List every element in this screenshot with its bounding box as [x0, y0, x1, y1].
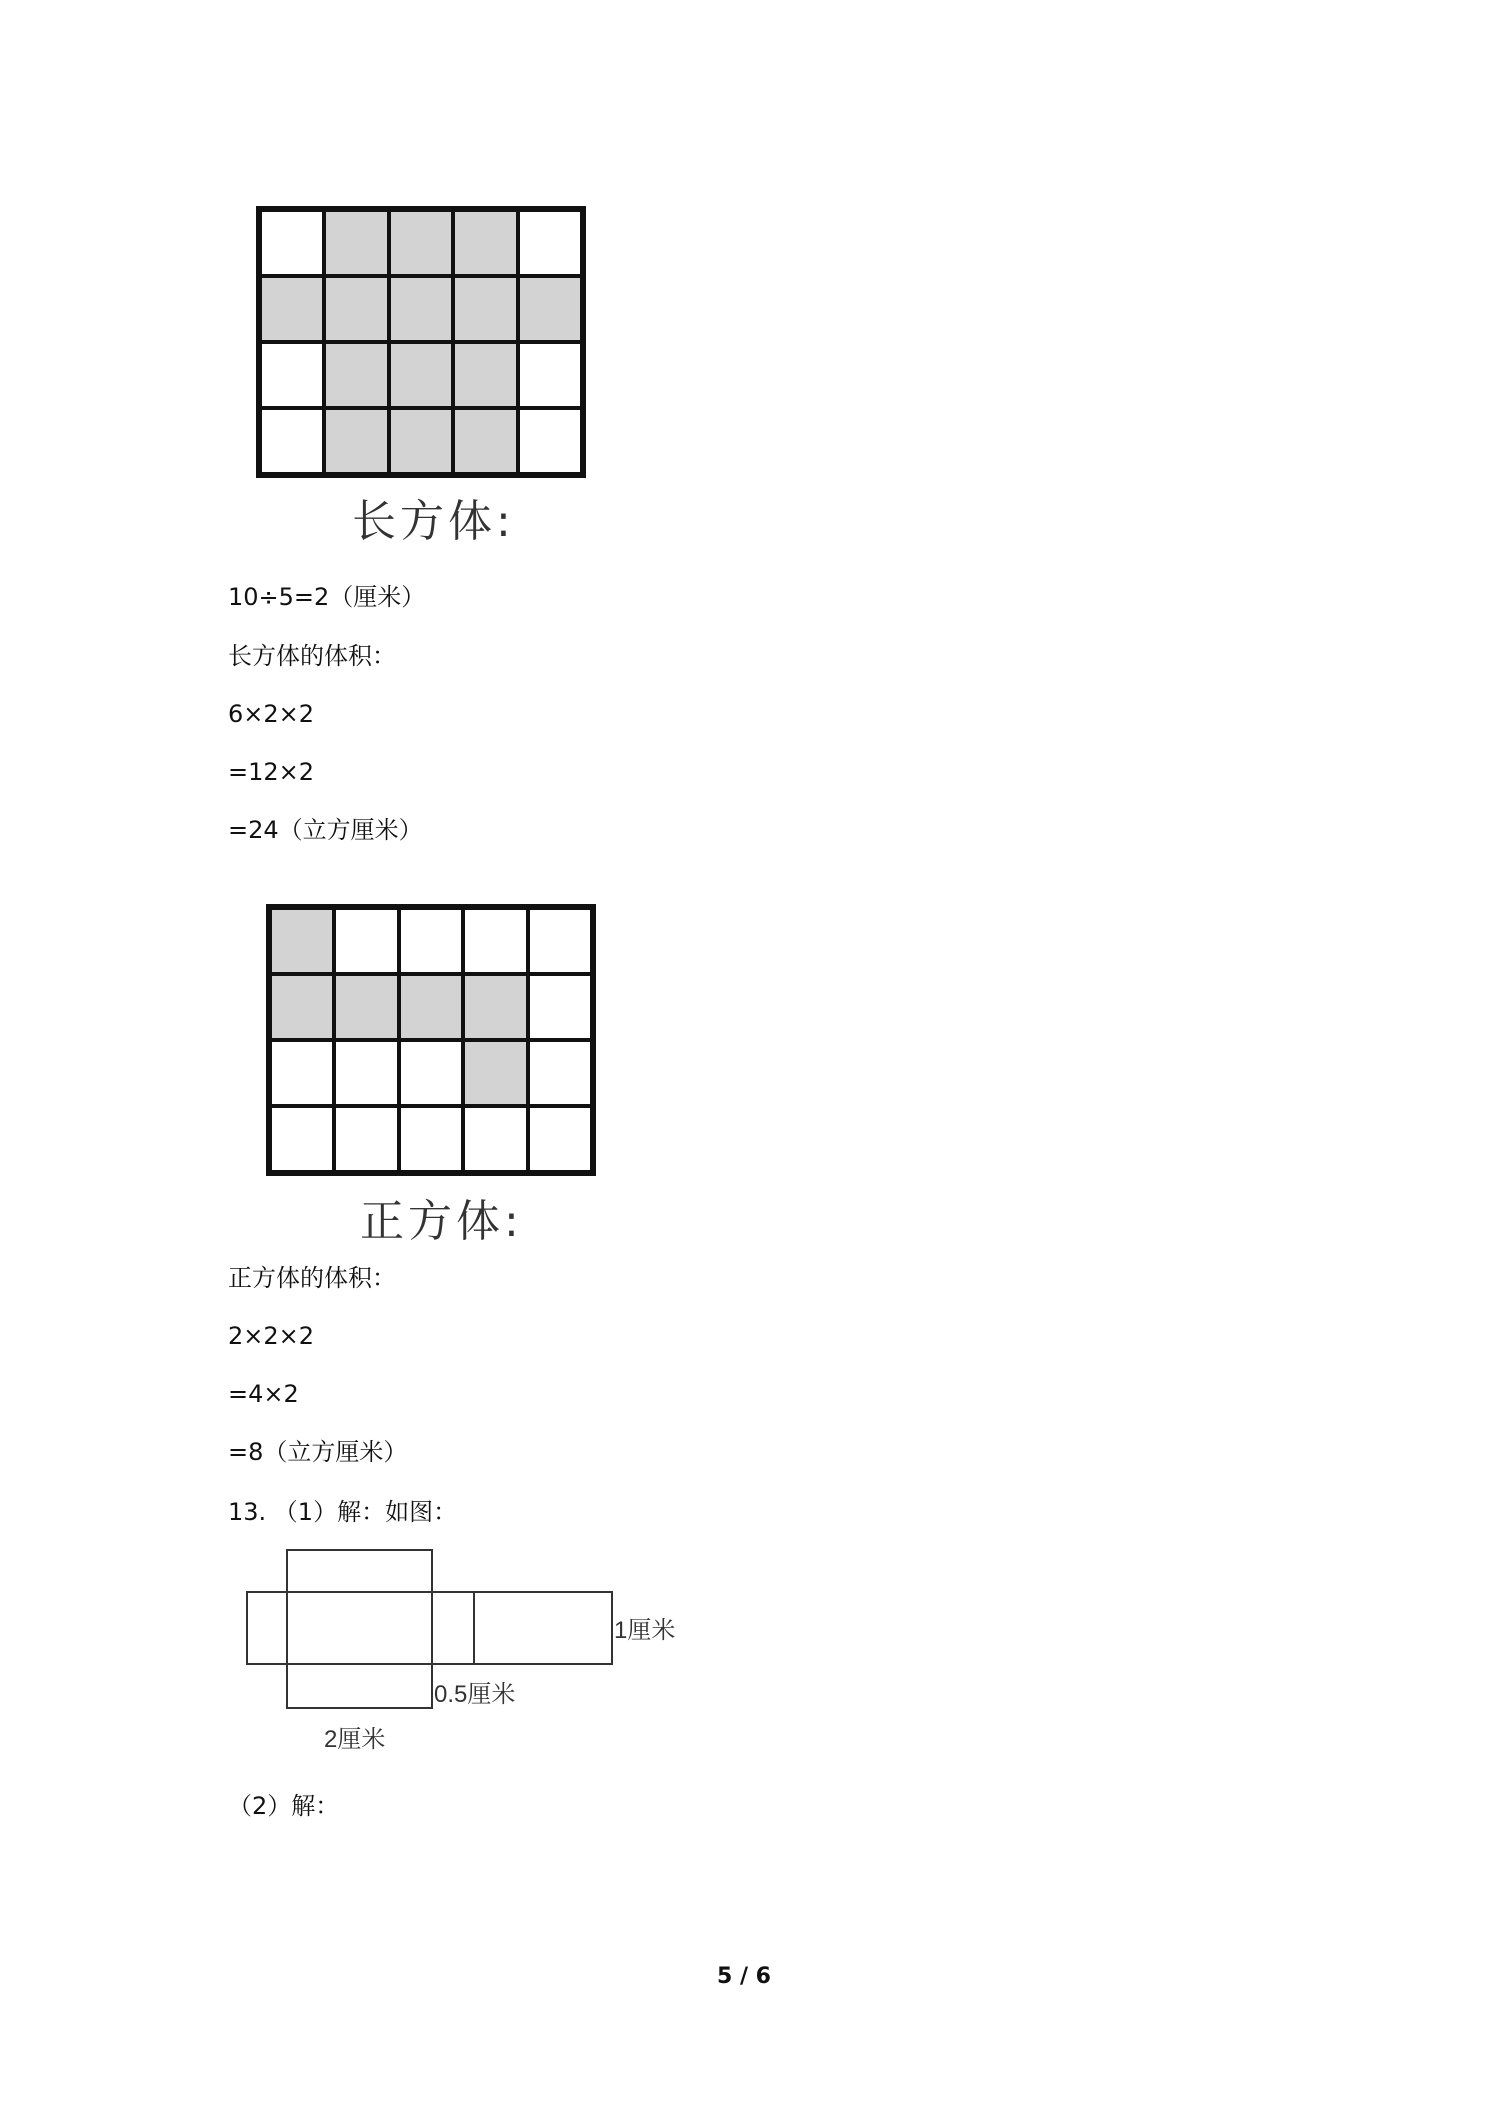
grid-cell: [528, 974, 592, 1040]
grid-cell: [260, 276, 324, 342]
net-right-side-face: [432, 1592, 474, 1664]
grid-cell: [528, 1106, 592, 1172]
grid-cell: [453, 210, 517, 276]
calc-line-2: 6×2×2: [228, 700, 315, 728]
cuboid-net-diagram: [240, 1548, 700, 1758]
net-right-long-face: [474, 1592, 612, 1664]
net-label-height: 1厘米: [614, 1617, 676, 1644]
grid-cell: [528, 1040, 592, 1106]
page-number: 5 / 6: [717, 1964, 771, 1989]
cuboid-caption: 长方体:: [352, 496, 515, 547]
calc-line-3: =12×2: [228, 758, 315, 786]
grid-cell: [528, 908, 592, 974]
grid-cell: [324, 210, 388, 276]
grid-cell: [453, 408, 517, 474]
calc-line-1: 10÷5=2（厘米）: [228, 583, 426, 611]
grid-cell: [399, 974, 463, 1040]
grid-cell: [463, 974, 527, 1040]
grid-cell: [334, 1040, 398, 1106]
calc-line-5: 2×2×2: [228, 1322, 315, 1350]
cube-caption: 正方体:: [360, 1196, 523, 1247]
grid-cell: [334, 908, 398, 974]
grid-cell: [260, 342, 324, 408]
grid-cell: [518, 408, 582, 474]
grid-cell: [260, 210, 324, 276]
net-label-width: 0.5厘米: [434, 1681, 516, 1708]
grid-cell: [389, 276, 453, 342]
grid-cell: [270, 1040, 334, 1106]
calc-line-6: =4×2: [228, 1380, 299, 1408]
grid-cell: [270, 974, 334, 1040]
cube-volume-heading: 正方体的体积：: [228, 1264, 396, 1292]
calc-line-7: =8（立方厘米）: [228, 1438, 408, 1466]
grid-cell: [399, 1040, 463, 1106]
net-label-length: 2厘米: [324, 1726, 386, 1753]
grid-cell: [453, 276, 517, 342]
grid-cell: [324, 408, 388, 474]
grid-cell: [324, 342, 388, 408]
calc-line-4: =24（立方厘米）: [228, 816, 423, 844]
grid-cell: [399, 908, 463, 974]
grid-cell: [389, 210, 453, 276]
net-center-face: [287, 1550, 432, 1708]
grid-cell: [463, 1040, 527, 1106]
grid-cell: [270, 908, 334, 974]
cube-net-grid: [266, 904, 596, 1176]
grid-cell: [389, 342, 453, 408]
grid-cell: [334, 974, 398, 1040]
grid-cell: [518, 210, 582, 276]
grid-cell: [399, 1106, 463, 1172]
question-13-part-1: 13. （1）解：如图：: [228, 1498, 458, 1526]
question-13-part-2: （2）解：: [228, 1792, 340, 1820]
grid-cell: [270, 1106, 334, 1172]
net-left-face: [247, 1592, 287, 1664]
grid-cell: [260, 408, 324, 474]
grid-cell: [453, 342, 517, 408]
grid-cell: [518, 276, 582, 342]
grid-cell: [518, 342, 582, 408]
cuboid-net-grid: [256, 206, 586, 478]
cuboid-volume-heading: 长方体的体积：: [228, 642, 396, 670]
grid-cell: [389, 408, 453, 474]
grid-cell: [463, 908, 527, 974]
grid-cell: [334, 1106, 398, 1172]
grid-cell: [324, 276, 388, 342]
grid-cell: [463, 1106, 527, 1172]
